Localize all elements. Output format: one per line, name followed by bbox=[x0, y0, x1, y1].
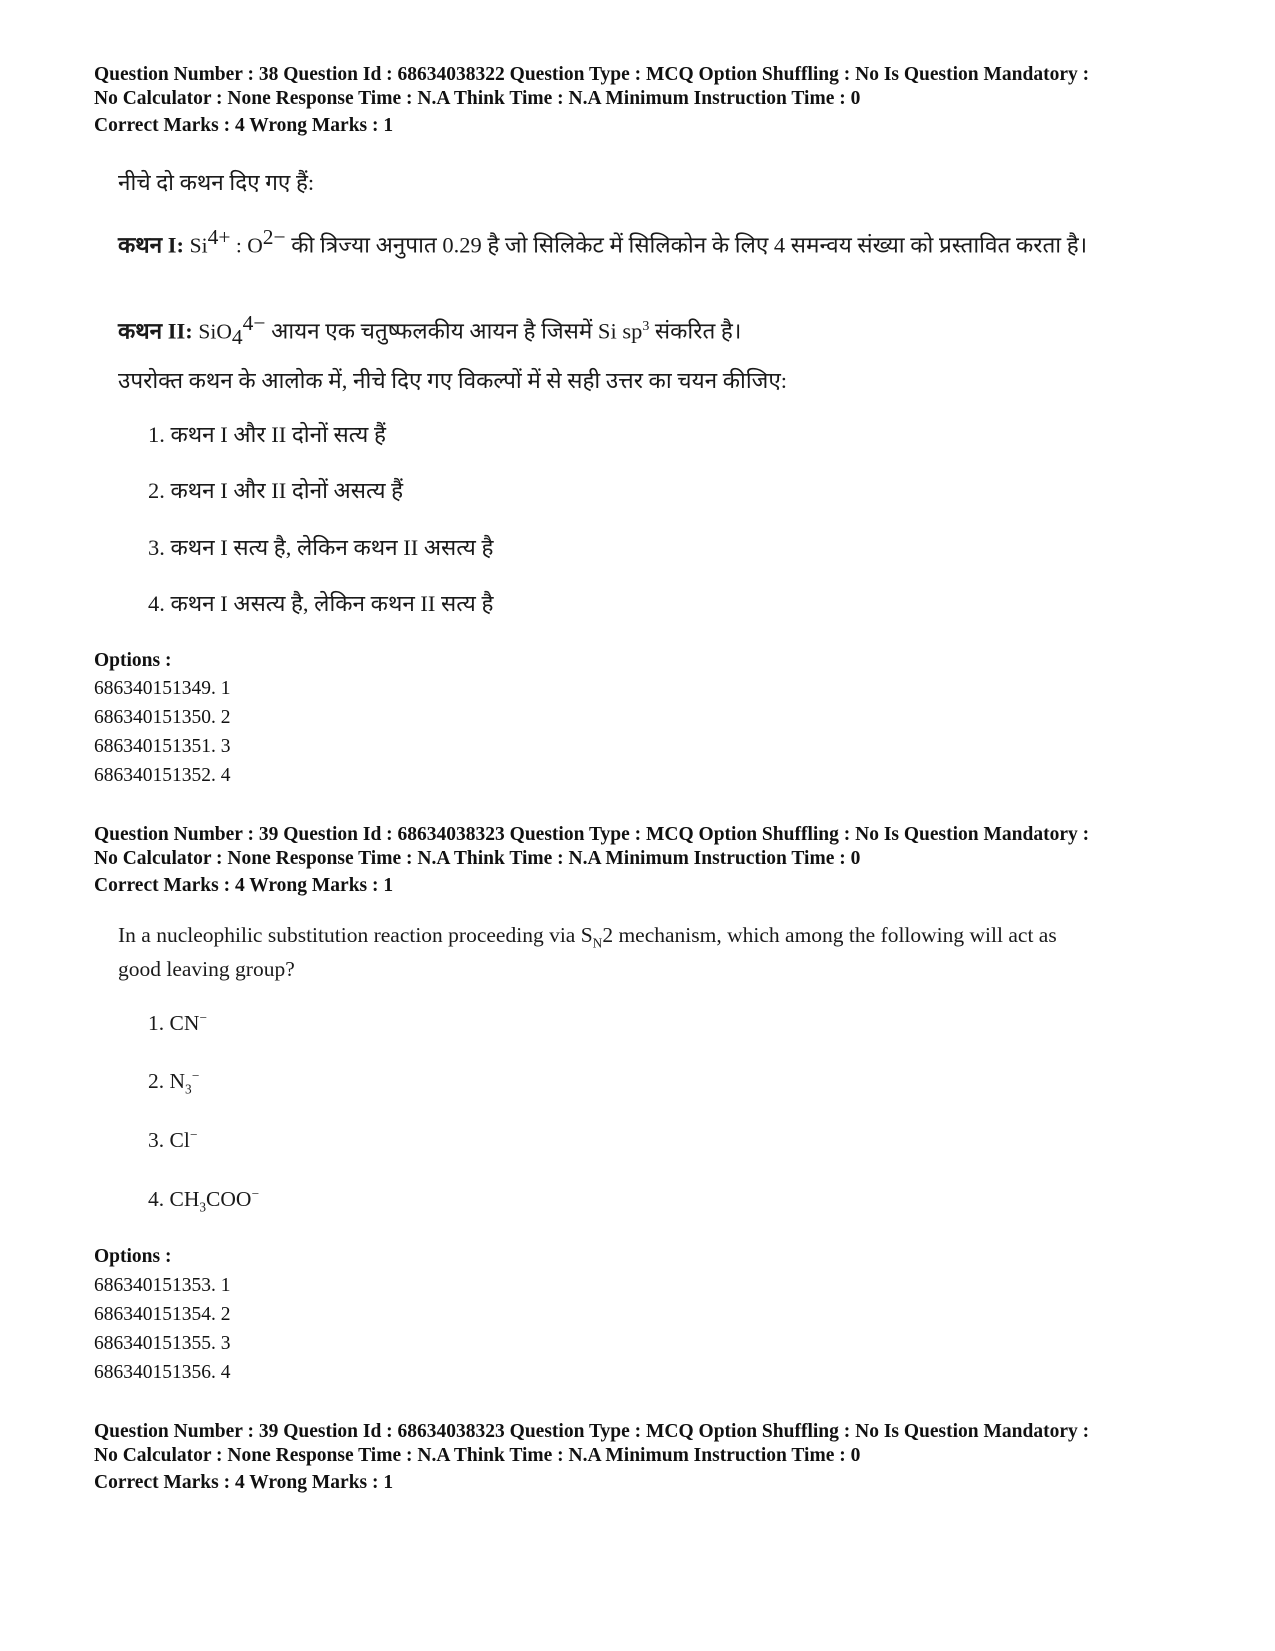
q39-choice-4: 4. $CH_3COO^-$ bbox=[148, 1185, 259, 1215]
option-item: 686340151351. 3 bbox=[94, 736, 231, 757]
q38-options-list bbox=[94, 674, 231, 790]
q38-statement-2: कथन II: SiO$_4^{4-}$ आयन एक चतुष्फलकीय आयन है जिसमें Si $sp^3$ संकरित है। bbox=[118, 311, 742, 349]
q38-options-title: Options : bbox=[94, 650, 172, 671]
q38-instruction: उपरोक्त कथन के आलोक में, नीचे दिए गए विकल्पों में से सही उत्तर का चयन कीजिए: bbox=[118, 368, 788, 393]
statement-2-label: कथन II: bbox=[118, 318, 193, 344]
option-item: 686340151350. 2 bbox=[94, 707, 231, 728]
meta-line-2: No Calculator : None Response Time : N.A Think Time : N.A Minimum Instruction Time : 0 bbox=[94, 848, 861, 869]
q38-choice-3: 3. कथन I सत्य है, लेकिन कथन II असत्य है bbox=[148, 535, 494, 560]
q39-options-list bbox=[94, 1271, 231, 1387]
q39-options-title: Options : bbox=[94, 1246, 172, 1267]
meta-line-2: No Calculator : None Response Time : N.A Think Time : N.A Minimum Instruction Time : 0 bbox=[94, 88, 861, 109]
meta-line-1: Question Number : 38 Question Id : 68634038322 Question Type : MCQ Option Shuffling : No Is Question Mandatory : bbox=[94, 64, 1090, 85]
option-item: 686340151353. 1 bbox=[94, 1275, 231, 1296]
option-item: 686340151356. 4 bbox=[94, 1362, 231, 1383]
question-38-body bbox=[118, 164, 1208, 634]
question-39-marks: Correct Marks : 4 Wrong Marks : 1 bbox=[94, 875, 394, 896]
statement-1-label: कथन I: bbox=[118, 232, 185, 258]
option-item: 686340151355. 3 bbox=[94, 1333, 231, 1354]
q38-statement-1: कथन I: $Si^{4+}$ : $O^{2-}$ की त्रिज्या अनुपात 0.29 है जो सिलिकेट में सिलिकोन के लिए 4 समन्वय संख्या को प्रस्तावित करता है। bbox=[118, 225, 1088, 258]
q39-choice-1: 1. CN− bbox=[148, 1009, 207, 1035]
question-38-marks: Correct Marks : 4 Wrong Marks : 1 bbox=[94, 115, 394, 136]
meta-line-1: Question Number : 39 Question Id : 68634038323 Question Type : MCQ Option Shuffling : No Is Question Mandatory : bbox=[94, 824, 1090, 845]
q39-choice-3: 3. Cl− bbox=[148, 1126, 198, 1152]
q39-choice-2: 2. $N_3^-$ bbox=[148, 1067, 200, 1097]
option-item: 686340151349. 1 bbox=[94, 678, 231, 699]
meta-line-2: No Calculator : None Response Time : N.A Think Time : N.A Minimum Instruction Time : 0 bbox=[94, 1445, 861, 1466]
q38-choice-1: 1. कथन I और II दोनों सत्य हैं bbox=[148, 422, 386, 447]
option-item: 686340151352. 4 bbox=[94, 765, 231, 786]
q39-text: In a nucleophilic substitution reaction proceeding via $S_N2$ mechanism, which among the following will act as good leaving group? bbox=[118, 923, 1057, 981]
q38-choice-2: 2. कथन I और II दोनों असत्य हैं bbox=[148, 478, 404, 503]
question-next-meta bbox=[94, 1420, 1204, 1468]
question-38-meta bbox=[94, 63, 1204, 111]
q38-intro: नीचे दो कथन दिए गए हैं: bbox=[118, 170, 315, 195]
question-39-meta bbox=[94, 823, 1204, 871]
question-next-marks: Correct Marks : 4 Wrong Marks : 1 bbox=[94, 1472, 394, 1493]
question-39-body bbox=[118, 918, 1208, 1218]
option-item: 686340151354. 2 bbox=[94, 1304, 231, 1325]
q38-choice-4: 4. कथन I असत्य है, लेकिन कथन II सत्य है bbox=[148, 591, 494, 616]
meta-line-1: Question Number : 39 Question Id : 68634038323 Question Type : MCQ Option Shuffling : No Is Question Mandatory : bbox=[94, 1421, 1090, 1442]
